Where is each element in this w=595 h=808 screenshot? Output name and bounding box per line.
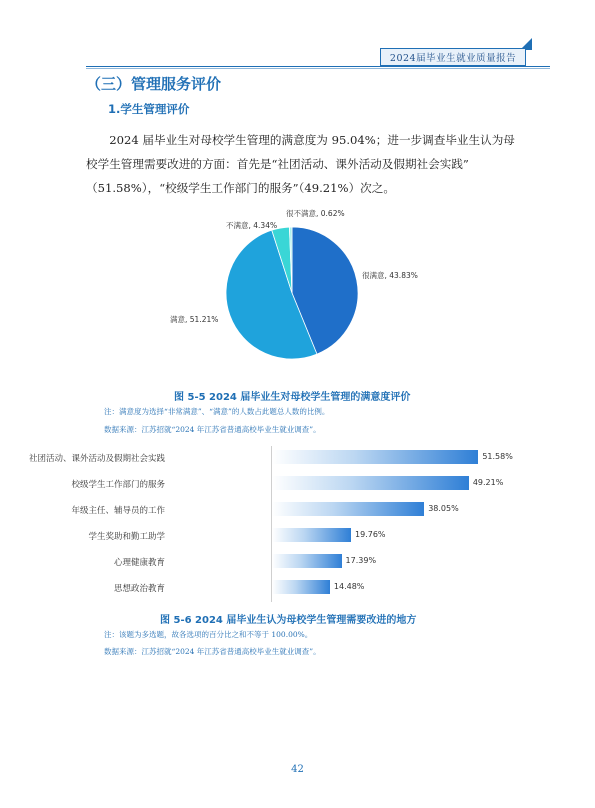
figure-5-6-source: 数据来源：江苏招就“2024 年江苏省普通高校毕业生就业调查”。 [104, 647, 321, 656]
bar-row [71, 502, 520, 518]
header-rule [86, 66, 550, 67]
figure-5-5-caption: 图 5-5 2024 届毕业生对母校学生管理的满意度评价 [174, 392, 411, 403]
header-rule-secondary [86, 68, 550, 69]
bar-row [28, 450, 520, 466]
bar [272, 528, 351, 542]
bar-row [100, 580, 520, 596]
bar-category-label: 社团活动、课外活动及假期社会实践 [28, 454, 165, 464]
paragraph-line-3: （51.58%），“校级学生工作部门的服务”（49.21%）次之。 [86, 181, 395, 195]
section-title: （三）管理服务评价 [86, 75, 222, 93]
bar [272, 580, 330, 594]
bar-value-label: 17.39% [345, 556, 377, 565]
bar-category-label: 学生奖助和勤工助学 [88, 532, 165, 542]
paragraph-line-1: 2024 届毕业生对母校学生管理的满意度为 95.04%；进一步调查毕业生认为母 [109, 133, 515, 147]
paragraph-line-2: 校学生管理需要改进的方面：首先是“社团活动、课外活动及假期社会实践” [86, 157, 469, 171]
pie-label-unsatisfied: 不满意, 4.34% [226, 221, 278, 230]
bar-value-label: 51.58% [482, 452, 513, 461]
bar-value-label: 38.05% [428, 504, 459, 513]
bar-chart-axis [271, 446, 272, 602]
figure-5-5-source: 数据来源：江苏招就“2024 年江苏省普通高校毕业生就业调查”。 [104, 425, 321, 434]
bar [272, 476, 469, 490]
bar-category-label: 年级主任、辅导员的工作 [71, 506, 165, 516]
bar-row [88, 528, 520, 544]
pie-label-very-satisfied: 很满意, 43.83% [362, 271, 418, 280]
bar-category-label: 校级学生工作部门的服务 [71, 480, 165, 490]
pie-chart [150, 200, 450, 370]
bar-category-label: 思想政治教育 [113, 584, 165, 594]
bar [272, 554, 342, 568]
running-header: 2024届毕业生就业质量报告 [380, 48, 526, 66]
bar-row [71, 476, 520, 492]
bar-value-label: 49.21% [472, 478, 504, 487]
pie-label-satisfied: 满意, 51.21% [170, 315, 219, 324]
bar-value-label: 14.48% [333, 582, 365, 591]
bar-category-label: 心理健康教育 [113, 558, 165, 568]
figure-5-5-note: 注：满意度为选择“非常满意”、“满意”的人数占此题总人数的比例。 [104, 407, 330, 416]
bar [272, 450, 478, 464]
section-subtitle: 1.学生管理评价 [108, 102, 190, 116]
bar [272, 502, 424, 516]
bar-value-label: 19.76% [355, 530, 386, 539]
figure-5-6-note: 注：该题为多选题，故各选项的百分比之和不等于 100.00%。 [104, 630, 313, 639]
bar-row [100, 554, 520, 570]
body-paragraph [86, 128, 526, 200]
pie-chart-svg [150, 200, 450, 370]
figure-5-6-caption: 图 5-6 2024 届毕业生认为母校学生管理需要改进的地方 [160, 615, 417, 626]
page-number: 42 [291, 764, 304, 775]
pie-label-very-unsatisfied: 很不满意, 0.62% [286, 209, 345, 218]
